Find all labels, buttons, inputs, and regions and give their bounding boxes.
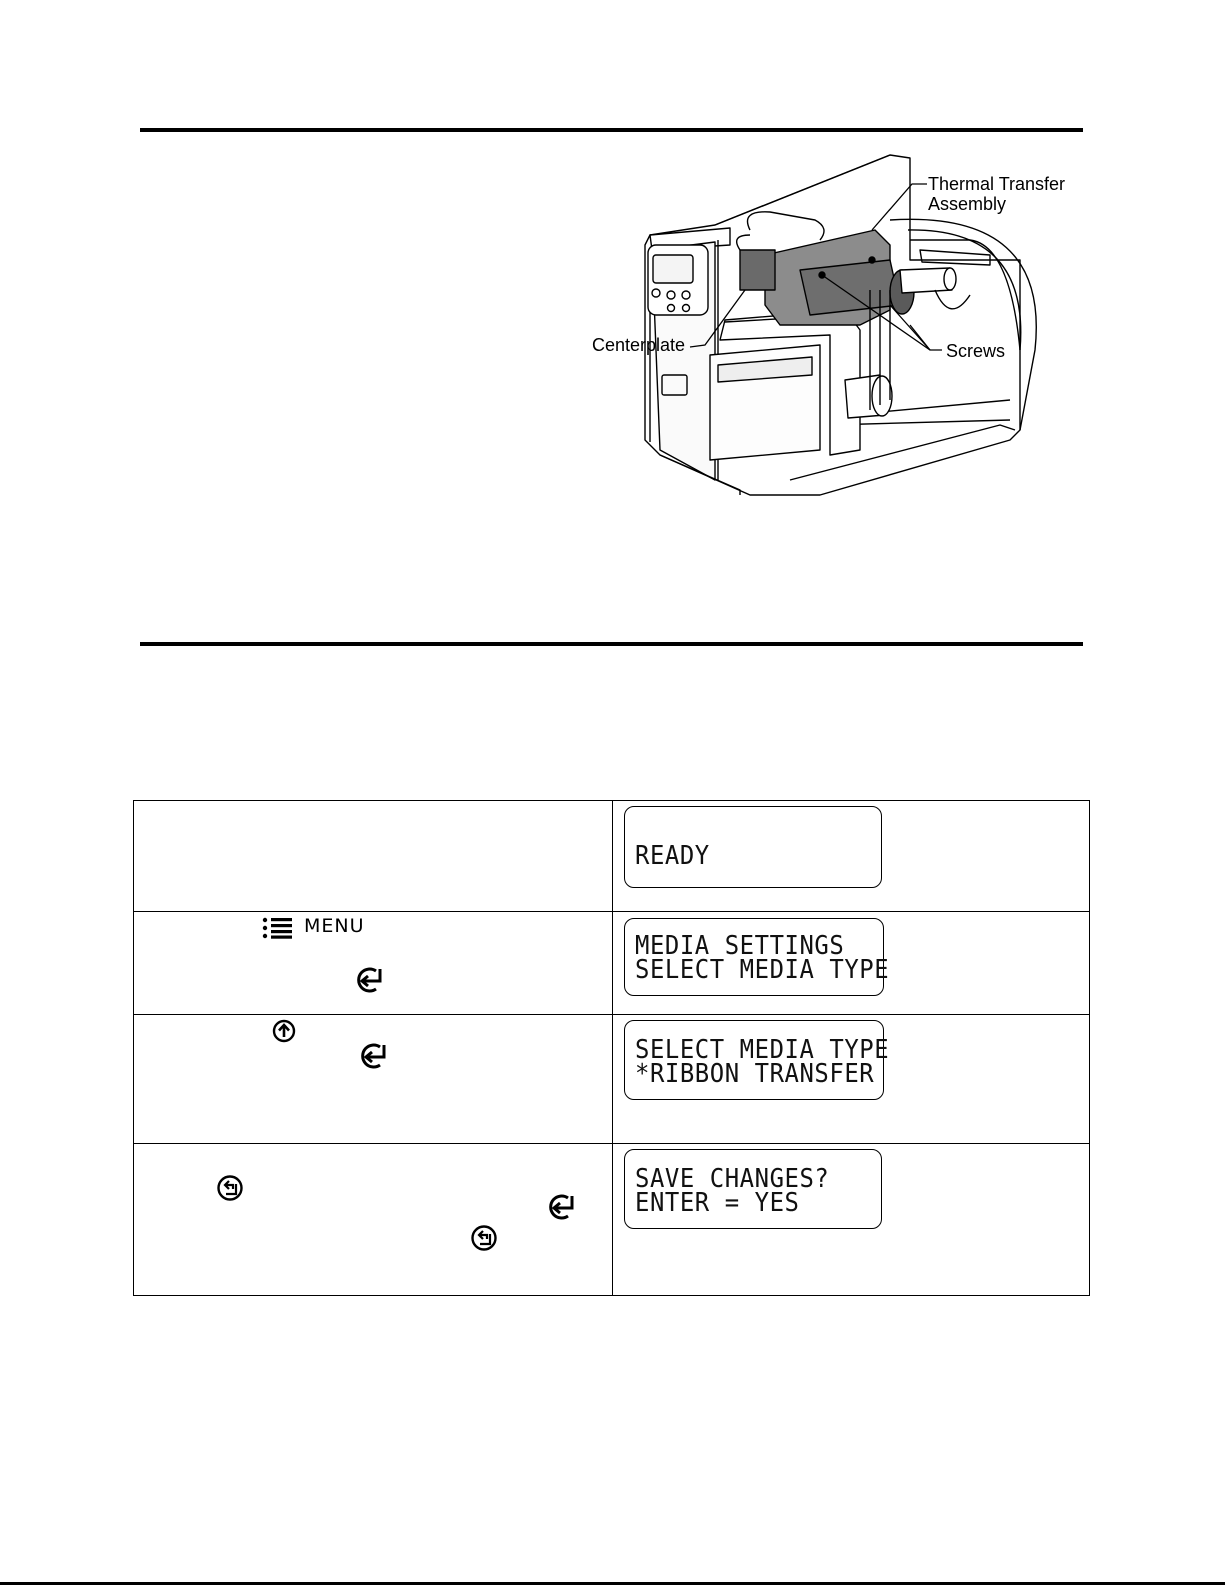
menu-key-label: MENU (304, 915, 365, 937)
callout-centerplate: Centerplate (592, 335, 686, 355)
printer-illustration (590, 150, 1090, 505)
exit-icon (470, 1224, 498, 1257)
display-cell (612, 1015, 1090, 1144)
step-instruction-cell (134, 912, 613, 1015)
callout-text: Assembly (928, 194, 1007, 214)
lcd-line-2: SELECT MEDIA TYPE (634, 955, 889, 985)
table-row (134, 1015, 1090, 1144)
lcd-display (624, 918, 889, 996)
lcd-display (624, 1020, 889, 1100)
enter-icon (546, 1194, 576, 1225)
display-cell (612, 1144, 1090, 1296)
lcd-line-1: SELECT MEDIA TYPE (634, 1035, 889, 1065)
step-instruction-cell (134, 1144, 613, 1296)
mid-section-rule (140, 642, 1083, 646)
table-row (134, 912, 1090, 1015)
enter-icon (354, 967, 384, 998)
enter-icon (358, 1043, 388, 1074)
lcd-line-2: READY (634, 841, 710, 871)
callout-text: Thermal Transfer (928, 174, 1066, 194)
exit-icon (216, 1174, 244, 1207)
menu-icon (262, 917, 294, 944)
lcd-line-1: SAVE CHANGES? (634, 1164, 829, 1194)
step-instruction-cell (134, 1015, 613, 1144)
callout-screws: Screws (946, 341, 1006, 361)
lcd-line-2: *RIBBON TRANSFER (634, 1059, 874, 1089)
lcd-display (624, 806, 882, 888)
top-section-rule (140, 128, 1083, 132)
up-arrow-icon (272, 1019, 296, 1048)
table-row (134, 801, 1090, 912)
callout-thermal-transfer-assembly (928, 174, 1065, 214)
lcd-line-1: MEDIA SETTINGS (634, 931, 844, 961)
display-cell (612, 801, 1090, 912)
lcd-display (624, 1149, 882, 1229)
procedure-table (133, 800, 1090, 1296)
lcd-line-2: ENTER = YES (634, 1188, 799, 1218)
step-instruction-cell (134, 801, 613, 912)
display-cell (612, 912, 1090, 1015)
table-row (134, 1144, 1090, 1296)
